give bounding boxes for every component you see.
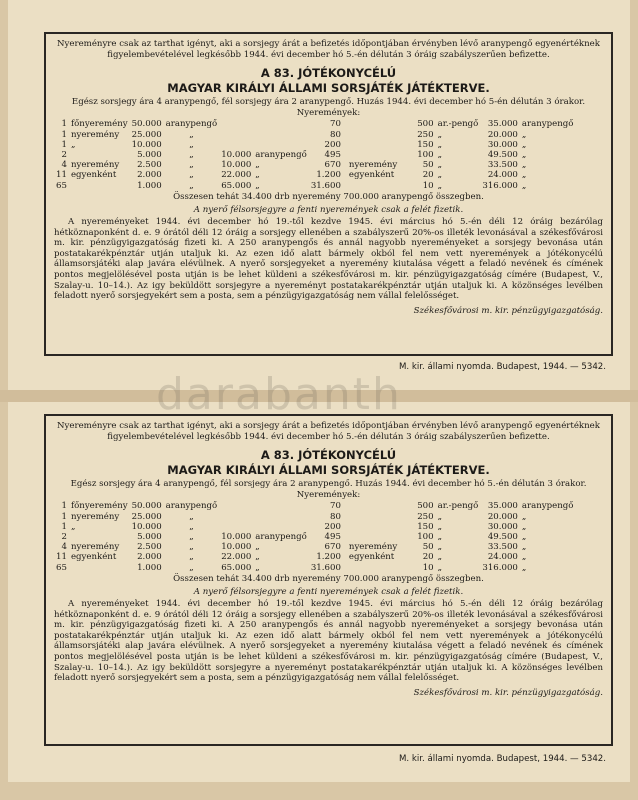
prize-value: 150 bbox=[417, 139, 434, 150]
prize-sum-unit: „ bbox=[521, 139, 527, 150]
title-line-1: A 83. JÓTÉKONYCÉLÚ bbox=[260, 448, 397, 463]
prize-sum: 49.500 bbox=[487, 531, 518, 542]
prize-sum-unit: „ bbox=[521, 531, 527, 542]
prize-sum-unit: „ bbox=[521, 129, 527, 140]
prize-row bbox=[54, 563, 575, 573]
prize-label: főnyeremény bbox=[70, 119, 128, 130]
prize-right-count: 670 bbox=[324, 160, 341, 171]
prize-mid-label: nyeremény bbox=[348, 542, 398, 553]
watermark: darabanth bbox=[156, 369, 402, 420]
printer-line: M. kir. állami nyomda. Budapest, 1944. — 5342. bbox=[399, 362, 606, 372]
prize-amount-total: 10.000 bbox=[221, 160, 252, 171]
prize-right-count: 200 bbox=[324, 521, 341, 532]
prize-unit-total bbox=[253, 130, 309, 140]
prize-sum: 35.000 bbox=[487, 119, 518, 130]
sheet-frame bbox=[44, 414, 613, 746]
intro-text: Nyereményre csak az tarthat igényt, aki a sorsjegy árát a befizetés időpontjában érvényben lévő aranypengő egyenértéknek figyelembevételével legkésőbb 1944. évi december hó 5.-én délután 3 óráig szabályszerűen befizette. bbox=[57, 421, 600, 442]
prize-value-unit: „ bbox=[437, 170, 443, 181]
prize-mid-label: egyenként bbox=[348, 552, 395, 563]
prize-row bbox=[54, 552, 575, 562]
prize-count: 4 bbox=[61, 542, 67, 553]
prize-value: 500 bbox=[417, 501, 434, 512]
prize-label: „ bbox=[70, 139, 76, 150]
prize-label bbox=[69, 181, 130, 191]
prize-value-unit: ar.-pengő bbox=[437, 119, 479, 130]
prize-amount: 10.000 bbox=[131, 139, 162, 150]
prize-value-unit: „ bbox=[437, 562, 443, 573]
prize-amount-total: 22.000 bbox=[221, 170, 252, 181]
prize-row bbox=[54, 140, 575, 150]
prize-unit: „ bbox=[189, 542, 194, 553]
prize-amount: 2.500 bbox=[137, 542, 162, 553]
prize-value: 100 bbox=[417, 531, 434, 542]
prize-label: nyeremény bbox=[70, 129, 120, 140]
prize-value: 20 bbox=[422, 552, 434, 563]
prize-unit-total: „ bbox=[255, 552, 260, 563]
prize-unit: „ bbox=[189, 160, 194, 171]
prize-amount: 2.000 bbox=[137, 552, 162, 563]
prize-amount-total: 10.000 bbox=[221, 542, 252, 553]
prize-row bbox=[54, 512, 575, 522]
half-ticket-note: A nyerő félsorsjegyre a fenti nyeremények csak a felét fizetik. bbox=[193, 587, 464, 598]
prize-amount: 5.000 bbox=[137, 149, 162, 160]
prize-label: „ bbox=[70, 521, 76, 532]
intro-text: Nyereményre csak az tarthat igényt, aki a sorsjegy árát a befizetés időpontjában érvényben lévő aranypengő egyenértéknek figyelembevételével legkésőbb 1944. évi december hó 5.-én délután 3 óráig szabályszerűen befizette. bbox=[57, 39, 600, 60]
prize-right-count: 1.200 bbox=[316, 552, 341, 563]
prize-sum: 49.500 bbox=[487, 149, 518, 160]
prize-right-count: 495 bbox=[324, 531, 341, 542]
prize-value-unit: „ bbox=[437, 552, 443, 563]
prize-row bbox=[54, 160, 575, 170]
prize-unit-total bbox=[253, 522, 309, 532]
prize-unit: „ bbox=[189, 170, 194, 181]
prize-mid-label: egyenként bbox=[348, 170, 395, 181]
prize-value: 250 bbox=[417, 129, 434, 140]
prize-label: nyeremény bbox=[70, 511, 120, 522]
prize-amount: 25.000 bbox=[131, 129, 162, 140]
prize-sum-unit: „ bbox=[521, 511, 527, 522]
prize-value-unit: ar.-pengő bbox=[437, 501, 479, 512]
prize-sum: 316.000 bbox=[482, 180, 518, 191]
prize-amount: 1.000 bbox=[137, 562, 162, 573]
prize-count: 2 bbox=[61, 149, 67, 160]
prize-sum: 20.000 bbox=[487, 129, 518, 140]
prize-table bbox=[54, 119, 575, 190]
prize-label: főnyeremény bbox=[70, 501, 128, 512]
prize-value-unit: „ bbox=[437, 531, 443, 542]
prize-value-unit: „ bbox=[437, 180, 443, 191]
prize-sum-unit: „ bbox=[521, 521, 527, 532]
prize-right-count: 70 bbox=[329, 119, 341, 130]
prize-right-count: 1.200 bbox=[316, 170, 341, 181]
prize-unit: „ bbox=[189, 139, 194, 150]
prize-value-unit: „ bbox=[437, 160, 443, 171]
prize-sum-unit: „ bbox=[521, 542, 527, 553]
prize-unit-total bbox=[253, 119, 309, 129]
prize-value: 20 bbox=[422, 170, 434, 181]
prize-amount-total bbox=[219, 119, 253, 129]
prize-sum-unit: „ bbox=[521, 160, 527, 171]
prize-value-unit: „ bbox=[437, 542, 443, 553]
prize-label bbox=[69, 532, 130, 542]
prize-label bbox=[69, 563, 130, 573]
prize-amount-total: 10.000 bbox=[221, 531, 252, 542]
prize-unit-total: „ bbox=[255, 160, 260, 171]
prize-amount: 2.500 bbox=[137, 160, 162, 171]
prize-amount-total bbox=[219, 512, 253, 522]
prize-amount-total bbox=[219, 522, 253, 532]
prize-value: 500 bbox=[417, 119, 434, 130]
sheet-frame bbox=[44, 32, 613, 356]
prize-amount: 1.000 bbox=[137, 180, 162, 191]
prize-unit: „ bbox=[189, 531, 194, 542]
prize-sum: 316.000 bbox=[482, 562, 518, 573]
prize-sum: 30.000 bbox=[487, 139, 518, 150]
prizes-heading: Nyeremények: bbox=[296, 107, 361, 118]
prize-value: 10 bbox=[422, 180, 434, 191]
prize-unit-total bbox=[253, 140, 309, 150]
signature: Székesfővárosi m. kir. pénzügyigazgatóság. bbox=[413, 687, 603, 698]
prize-count: 1 bbox=[61, 139, 67, 150]
prize-amount-total: 65.000 bbox=[221, 180, 252, 191]
prize-label: egyenként bbox=[70, 552, 117, 563]
title-line-2: MAGYAR KIRÁLYI ÁLLAMI SORSJÁTÉK JÁTÉKTERVE. bbox=[167, 81, 490, 96]
prize-table bbox=[54, 501, 575, 572]
prize-sum-unit: „ bbox=[521, 170, 527, 181]
printer-line: M. kir. állami nyomda. Budapest, 1944. — 5342. bbox=[399, 754, 606, 764]
title-line-1: A 83. JÓTÉKONYCÉLÚ bbox=[260, 66, 397, 81]
prize-sum: 33.500 bbox=[487, 160, 518, 171]
prize-unit-total: aranypengő bbox=[255, 531, 307, 542]
prize-row bbox=[54, 501, 575, 511]
prize-right-count: 495 bbox=[324, 149, 341, 160]
prize-amount: 25.000 bbox=[131, 511, 162, 522]
prize-value: 50 bbox=[422, 160, 434, 171]
prize-label: nyeremény bbox=[70, 160, 120, 171]
total-line: Összesen tehát 34.400 drb nyeremény 700.000 aranypengő összegben. bbox=[173, 191, 484, 202]
prize-count: 65 bbox=[56, 180, 67, 191]
prize-sum-unit: aranypengő bbox=[521, 119, 574, 130]
prize-amount: 2.000 bbox=[137, 170, 162, 181]
prize-right-count: 80 bbox=[329, 129, 341, 140]
prize-count: 11 bbox=[56, 552, 67, 563]
prize-right-count: 31.600 bbox=[310, 562, 341, 573]
prize-count: 65 bbox=[56, 562, 67, 573]
price-line: Egész sorsjegy ára 4 aranypengő, fél sorsjegy ára 2 aranypengő. Huzás 1944. évi december hó 5-én délután 3 órakor. bbox=[71, 97, 586, 108]
prize-unit: „ bbox=[189, 562, 194, 573]
prize-unit-total bbox=[253, 501, 309, 511]
prize-amount-total bbox=[219, 130, 253, 140]
prize-row bbox=[54, 119, 575, 129]
prize-value-unit: „ bbox=[437, 149, 443, 160]
price-line: Egész sorsjegy ára 4 aranypengő, fél sorsjegy ára 2 aranypengő. Huzás 1944. évi december hó 5.-én délután 3 órakor. bbox=[70, 479, 587, 490]
prize-value: 250 bbox=[417, 511, 434, 522]
prize-amount-total: 10.000 bbox=[221, 149, 252, 160]
prize-value: 150 bbox=[417, 521, 434, 532]
prize-row bbox=[54, 522, 575, 532]
half-ticket-note: A nyerő félsorsjegyre a fenti nyeremények csak a felét fizetik. bbox=[193, 205, 464, 216]
prize-unit: „ bbox=[189, 180, 194, 191]
prize-value: 10 bbox=[422, 562, 434, 573]
prize-unit: „ bbox=[189, 552, 194, 563]
prize-amount-total bbox=[219, 140, 253, 150]
prize-amount: 5.000 bbox=[137, 531, 162, 542]
prize-amount: 10.000 bbox=[131, 521, 162, 532]
prize-unit-total: „ bbox=[255, 180, 260, 191]
prize-sum-unit: „ bbox=[521, 562, 527, 573]
lottery-sheet-top bbox=[8, 0, 630, 390]
prize-sum: 35.000 bbox=[487, 501, 518, 512]
prize-sum: 30.000 bbox=[487, 521, 518, 532]
prize-row bbox=[54, 150, 575, 160]
total-line: Összesen tehát 34.400 drb nyeremény 700.000 aranypengő összegben. bbox=[173, 573, 484, 584]
prize-unit-total: aranypengő bbox=[255, 149, 307, 160]
prize-count: 1 bbox=[61, 129, 67, 140]
prize-count: 4 bbox=[61, 160, 67, 171]
prize-count: 1 bbox=[61, 521, 67, 532]
prize-sum: 33.500 bbox=[487, 542, 518, 553]
prize-unit: „ bbox=[189, 129, 194, 140]
prize-row bbox=[54, 170, 575, 180]
prize-right-count: 200 bbox=[324, 139, 341, 150]
prize-right-count: 80 bbox=[329, 511, 341, 522]
prize-sum-unit: „ bbox=[521, 180, 527, 191]
prize-value: 100 bbox=[417, 149, 434, 160]
prize-sum: 20.000 bbox=[487, 511, 518, 522]
prize-value: 50 bbox=[422, 542, 434, 553]
prize-unit: „ bbox=[189, 149, 194, 160]
prize-row bbox=[54, 181, 575, 191]
prize-label bbox=[69, 150, 130, 160]
prize-count: 2 bbox=[61, 531, 67, 542]
prize-amount-total: 22.000 bbox=[221, 552, 252, 563]
prize-value-unit: „ bbox=[437, 511, 443, 522]
prize-value-unit: „ bbox=[437, 129, 443, 140]
prize-unit-total: „ bbox=[255, 170, 260, 181]
prize-row bbox=[54, 532, 575, 542]
prize-amount-total: 65.000 bbox=[221, 562, 252, 573]
prize-unit: „ bbox=[189, 521, 194, 532]
prize-unit-total bbox=[253, 512, 309, 522]
prizes-heading: Nyeremények: bbox=[296, 489, 361, 500]
prize-mid-label: nyeremény bbox=[348, 160, 398, 171]
prize-count: 11 bbox=[56, 170, 67, 181]
prize-sum-unit: „ bbox=[521, 552, 527, 563]
prize-unit: aranypengő bbox=[165, 119, 218, 130]
prize-amount: 50.000 bbox=[131, 501, 162, 512]
prize-label: nyeremény bbox=[70, 542, 120, 553]
prize-sum-unit: „ bbox=[521, 149, 527, 160]
prize-count: 1 bbox=[61, 511, 67, 522]
prize-value-unit: „ bbox=[437, 139, 443, 150]
payout-rules: A nyereményeket 1944. évi december hó 19.-től kezdve 1945. évi március hó 5.-én déli 12 óráig bezárólag hétköznaponként d. e. 9 órától déli 12 óráig a sorsjegy ellenében a szabályszerű 20%-os illeték levonásával a székesfővárosi m. kir. pénzügyigazgatóság fizeti ki. A 250 aranypengős és annál nagyobb nyereményeket a sorsjegy bevonása után postatakarékpénztár utján utaljuk ki. Az ezen idő alatt bármely okból fel nem vett nyeremények a jótékonycélú államsorsjátéki alap javára elévülnek. A nyerő sorsjegyeket a nyeremény kiutalása végett a feladó nevének és címének pontos megjelölésével posta utján is be lehet küldeni a székesfővárosi m. kir. pénzügyigazgatóság címére (Budapest, V., Szalay-u. 10–14.). Az igy beküldött sorsjegyre a nyereményt postatakarékpénztár utján utaljuk ki. A közönséges levélben feladott nyerő sorsjegyekért sem a posta, sem a pénzügyigazgatóság nem vállal felelősséget. bbox=[54, 598, 603, 684]
prize-right-count: 670 bbox=[324, 542, 341, 553]
lottery-sheet-bottom bbox=[8, 402, 630, 782]
prize-unit-total: „ bbox=[255, 562, 260, 573]
prize-row bbox=[54, 542, 575, 552]
prize-value-unit: „ bbox=[437, 521, 443, 532]
prize-row bbox=[54, 130, 575, 140]
prize-right-count: 70 bbox=[329, 501, 341, 512]
prize-count: 1 bbox=[61, 501, 67, 512]
title-line-2: MAGYAR KIRÁLYI ÁLLAMI SORSJÁTÉK JÁTÉKTERVE. bbox=[167, 463, 490, 478]
prize-amount-total bbox=[219, 501, 253, 511]
signature: Székesfővárosi m. kir. pénzügyigazgatóság. bbox=[413, 305, 603, 316]
prize-unit: aranypengő bbox=[165, 501, 218, 512]
prize-right-count: 31.600 bbox=[310, 180, 341, 191]
prize-sum-unit: aranypengő bbox=[521, 501, 574, 512]
prize-count: 1 bbox=[61, 119, 67, 130]
prize-sum: 24.000 bbox=[487, 552, 518, 563]
prize-unit: „ bbox=[189, 511, 194, 522]
prize-sum: 24.000 bbox=[487, 170, 518, 181]
prize-amount: 50.000 bbox=[131, 119, 162, 130]
prize-label: egyenként bbox=[70, 170, 117, 181]
payout-rules: A nyereményeket 1944. évi december hó 19.-től kezdve 1945. évi március hó 5.-én déli 12 óráig bezárólag hétköznaponként d. e. 9 órától déli 12 óráig a sorsjegy ellenében a szabályszerű 20%-os illeték levonásával a székesfővárosi m. kir. pénzügyigazgatóság fizeti ki. A 250 aranypengős és annál nagyobb nyereményeket a sorsjegy bevonása után postatakarékpénztár utján utaljuk ki. Az ezen idő alatt bármely okból fel nem vett nyeremények a jótékonycélú államsorsjátéki alap javára elévülnek. A nyerő sorsjegyeket a nyeremény kiutalása végett a feladó nevének és címének pontos megjelölésével posta utján is be lehet küldeni a székesfővárosi m. kir. pénzügyigazgatóság címére (Budapest, V., Szalay-u. 10–14.). Az igy beküldött sorsjegyre a nyereményt postatakarékpénztár utján utaljuk ki. A közönséges levélben feladott nyerő sorsjegyekért sem a posta, sem a pénzügyigazgatóság nem vállal felelősséget. bbox=[54, 216, 603, 302]
prize-unit-total: „ bbox=[255, 542, 260, 553]
